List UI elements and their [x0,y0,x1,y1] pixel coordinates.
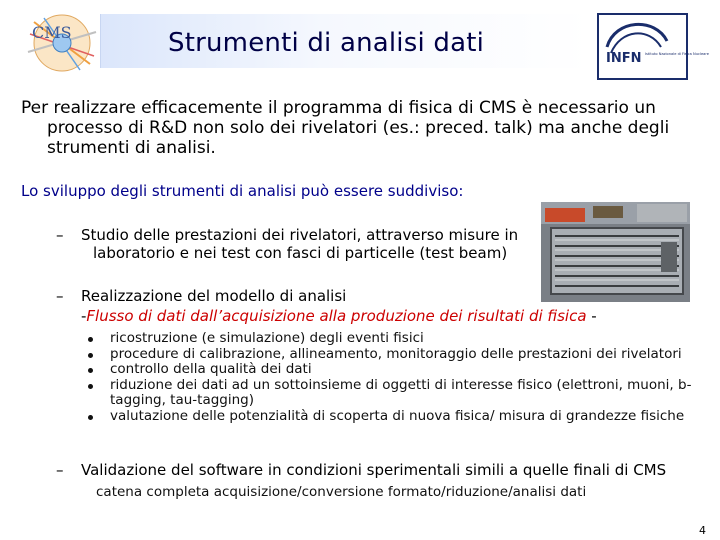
item-software-validation [56,461,666,479]
item-analysis-model [56,287,346,305]
item-line: Studio delle prestazioni dei rivelatori, attraverso misure in [81,226,519,244]
list-item [86,362,711,378]
list-item-text: riduzione dei dati ad un sottoinsieme di oggetti di interesse fisico (elettroni, muoni, b-tagging, tau-tagging) [110,376,692,408]
intro-paragraph [21,98,711,158]
section-subtitle: Lo sviluppo degli strumenti di analisi può essere suddiviso: [21,182,464,200]
dash-marker: – [56,287,64,305]
bullet-dot [88,337,93,342]
cms-logo-text: CMS [32,23,72,42]
data-flow-suffix: - [586,307,597,325]
bullet-dot [88,415,93,420]
dash-marker: – [56,226,64,244]
infn-logo-text: INFN [606,51,642,66]
bullet-dot [88,384,93,389]
infn-logo [597,13,709,80]
detector-photo [541,202,690,302]
bullet-dot [88,368,93,373]
validation-chain-text: catena completa acquisizione/conversione formato/riduzione/analisi dati [96,484,587,500]
list-item-text: valutazione delle potenzialità di scoperta di nuova fisica/ misura di grandezze fisiche [110,407,685,424]
data-flow-prefix: - [81,307,87,325]
item-line: Validazione del software in condizioni sperimentali simili a quelle finali di CMS [81,461,667,479]
intro-rest: processo di R&D non solo dei rivelatori (es.: preced. talk) ma anche degli strumenti di analisi. [47,118,670,158]
intro-first-line: Per realizzare efficacemente il programma di fisica di CMS è necessario un [21,98,656,118]
list-item [86,347,711,363]
list-item-text: controllo della qualità dei dati [110,361,312,377]
page-number: 4 [699,524,706,537]
infn-logo-subtext: Istituto Nazionale di Fisica Nucleare [645,52,709,56]
data-flow-text: Flusso di dati dall’acquisizione alla produzione dei risultati di fisica [86,307,587,325]
bullet-dot [88,353,93,358]
data-flow-line [81,307,597,325]
list-item-text: ricostruzione (e simulazione) degli eventi fisici [110,330,424,346]
item-line: Realizzazione del modello di analisi [81,287,347,305]
item-detector-studies [56,226,536,262]
list-item [86,409,711,425]
slide-title: Strumenti di analisi dati [168,28,485,58]
item-line-2: laboratorio e nei test con fasci di particelle (test beam) [93,244,508,262]
list-item [86,378,711,409]
dash-marker: – [56,461,64,479]
cms-logo [24,12,100,74]
list-item [86,331,711,347]
list-item-text: procedure di calibrazione, allineamento, monitoraggio delle prestazioni dei rivelatori [110,345,682,362]
analysis-steps-list [86,331,711,424]
